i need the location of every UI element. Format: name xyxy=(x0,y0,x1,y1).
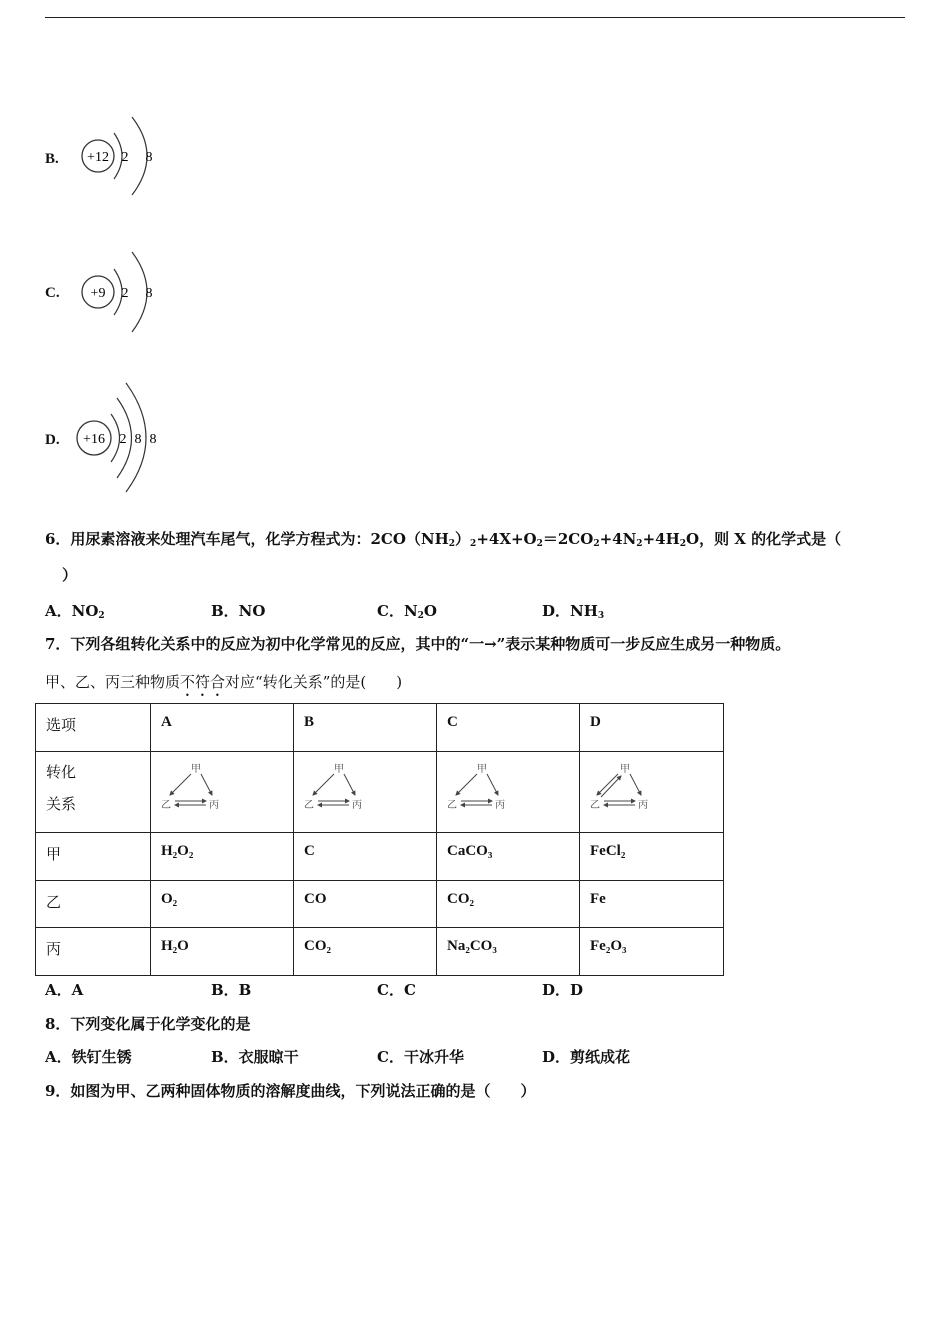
option-b-letter: B. xyxy=(45,151,59,167)
header-cell: B xyxy=(294,704,437,752)
header-cell: D xyxy=(580,704,724,752)
q6-stem-part: +4H xyxy=(642,530,680,548)
choice-label-tail: O xyxy=(423,602,437,620)
table-cell: Fe xyxy=(580,881,724,928)
option-d-letter: D. xyxy=(45,432,60,448)
q6-choice-a[interactable] xyxy=(45,600,105,621)
choice-label: A．NO xyxy=(45,602,99,620)
shell-electrons-1: 2 xyxy=(119,432,127,447)
relation-label: 关系 xyxy=(46,795,77,813)
table-row xyxy=(36,928,724,976)
header-rule xyxy=(45,17,905,18)
q8-choice-d[interactable]: D．剪纸成花 xyxy=(542,1048,631,1066)
nucleus-charge: +9 xyxy=(90,286,106,301)
q6-stem: 6．用尿素溶液来处理汽车尾气，化学方程式为：$2CO(NH_2)_2+4X+O_2=2CO_2+4N_2+4H_2O$，则 X 的化学式是（ xyxy=(45,530,842,549)
q6-choice-b[interactable] xyxy=(211,600,265,621)
row-label: 丙 xyxy=(36,928,151,976)
q8-stem: 8．下列变化属于化学变化的是 xyxy=(45,1015,251,1033)
q6-choice-c[interactable] xyxy=(377,600,437,621)
q6-stem-part: O，则 X 的化学式是（ xyxy=(686,530,842,548)
relation-label-cell xyxy=(36,752,151,833)
q9-stem: 9．如图为甲、乙两种固体物质的溶解度曲线，下列说法正确的是（ ） xyxy=(45,1082,536,1100)
shell-arc-1 xyxy=(111,414,120,462)
diagram-cell-d xyxy=(580,752,724,833)
choice-label: B．NO xyxy=(211,602,266,620)
row-label: 乙 xyxy=(36,881,151,928)
diagram-label-right: 丙 xyxy=(638,800,648,810)
atom-diagram-b xyxy=(78,113,168,199)
diagram-label-left: 乙 xyxy=(447,800,457,810)
diagram-cell-b xyxy=(294,752,437,833)
header-cell: 选项 xyxy=(36,704,151,752)
conversion-triangle-diagram xyxy=(590,762,656,810)
choice-label: D．NH xyxy=(542,602,598,620)
diagram-label-right: 丙 xyxy=(352,800,362,810)
conversion-triangle-diagram xyxy=(161,762,227,810)
table-cell: CO₂ xyxy=(437,881,580,928)
conversion-triangle-diagram xyxy=(304,762,370,810)
q7-stem-part: 甲、乙、丙三种物质 xyxy=(45,673,181,691)
diagram-label-left: 乙 xyxy=(590,800,600,810)
table-cell: H₂O xyxy=(151,928,294,976)
diagram-label-right: 丙 xyxy=(495,800,505,810)
nucleus-charge: +12 xyxy=(87,150,109,165)
header-cell: A xyxy=(151,704,294,752)
q8-choice-a[interactable]: A．铁钉生锈 xyxy=(45,1048,132,1066)
table-cell: O₂ xyxy=(151,881,294,928)
table-cell: FeCl₂ xyxy=(580,833,724,881)
q8-choice-c[interactable]: C．干冰升华 xyxy=(377,1048,464,1066)
diagram-cell-a xyxy=(151,752,294,833)
q6-choice-d[interactable] xyxy=(542,600,604,621)
atom-diagram-d xyxy=(74,380,174,495)
shell-electrons-2: 8 xyxy=(145,286,153,301)
table-cell: Fe₂O₃ xyxy=(580,928,724,976)
shell-electrons-3: 8 xyxy=(149,432,157,447)
diagram-label-left: 乙 xyxy=(161,800,171,810)
header-cell: C xyxy=(437,704,580,752)
shell-electrons-1: 2 xyxy=(121,286,129,301)
choice-subscript: 2 xyxy=(417,611,424,621)
q7-stem-line2 xyxy=(45,671,402,700)
row-label: 甲 xyxy=(36,833,151,881)
q8-choice-b[interactable]: B．衣服晾干 xyxy=(211,1048,299,1066)
q6-stem-part: +4N xyxy=(599,530,637,548)
q6-stem-part: +4X+O xyxy=(476,530,537,548)
relation-label: 转化 xyxy=(46,763,77,781)
q7-emphasis-text: 不符合 xyxy=(180,673,226,691)
table-cell: Na₂CO₃ xyxy=(437,928,580,976)
shell-electrons-2: 8 xyxy=(134,432,142,447)
table-header-row xyxy=(36,704,724,752)
choice-subscript: 2 xyxy=(98,611,105,621)
conversion-triangle-diagram xyxy=(447,762,513,810)
atom-diagram-c xyxy=(78,248,168,334)
option-c-letter: C. xyxy=(45,285,60,301)
diagram-label-top: 甲 xyxy=(477,764,487,775)
q6-stem-part: ） xyxy=(455,530,471,548)
q7-choice-d[interactable]: D．D xyxy=(542,981,584,999)
table-row xyxy=(36,881,724,928)
q7-choice-a[interactable]: A．A xyxy=(45,981,84,999)
q6-stem-close: ） xyxy=(62,566,78,584)
diagram-cell-c xyxy=(437,752,580,833)
diagram-label-top: 甲 xyxy=(191,764,201,775)
table-cell: CO₂ xyxy=(294,928,437,976)
diagram-label-top: 甲 xyxy=(620,764,630,775)
q7-choice-c[interactable]: C．C xyxy=(377,981,416,999)
table-cell: CaCO₃ xyxy=(437,833,580,881)
shell-electrons-2: 8 xyxy=(145,150,153,165)
q7-stem-line1: 7．下列各组转化关系中的反应为初中化学常见的反应，其中的“一→”表示某种物质可一步反应生成另一种物质。 xyxy=(45,635,791,653)
choice-subscript: 3 xyxy=(597,611,605,621)
table-cell: H₂O₂ xyxy=(151,833,294,881)
choice-label: C．N xyxy=(377,602,418,620)
q6-stem-part: ＝2CO xyxy=(542,530,594,548)
table-cell: C xyxy=(294,833,437,881)
q7-table xyxy=(35,703,724,976)
table-relation-row xyxy=(36,752,724,833)
nucleus-charge: +16 xyxy=(83,432,105,447)
table-row xyxy=(36,833,724,881)
diagram-label-left: 乙 xyxy=(304,800,314,810)
q7-stem-part: 对应“转化关系”的是( ) xyxy=(225,673,403,691)
shell-electrons-1: 2 xyxy=(121,150,129,165)
q6-stem-part: 6．用尿素溶液来处理汽车尾气，化学方程式为：2CO（NH xyxy=(45,530,449,548)
diagram-label-right: 丙 xyxy=(209,800,219,810)
diagram-label-top: 甲 xyxy=(334,764,344,775)
q7-choice-b[interactable]: B．B xyxy=(211,981,252,999)
table-cell: CO xyxy=(294,881,437,928)
